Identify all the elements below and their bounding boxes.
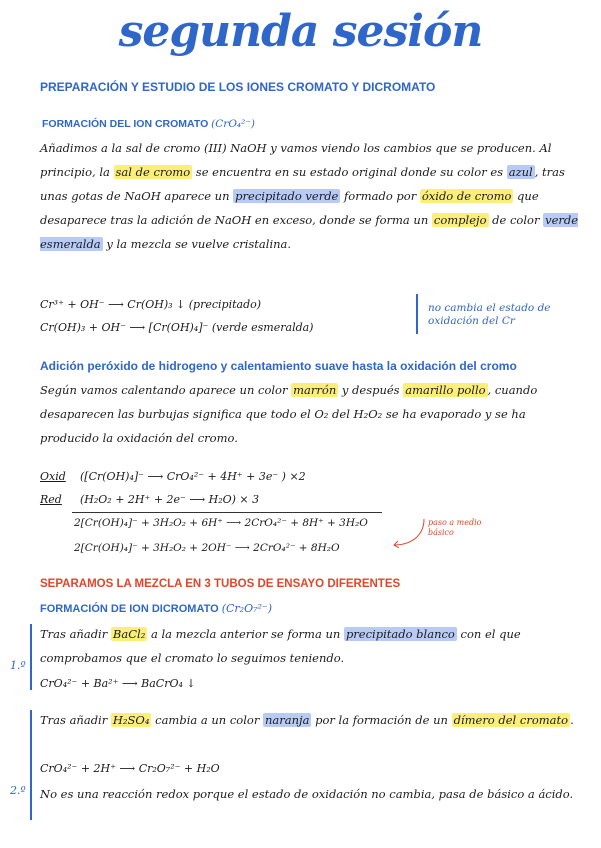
highlight: complejo: [433, 213, 487, 227]
highlight: naranja: [264, 713, 310, 727]
paragraph-tube2: Tras añadir H₂SO₄ cambia a un color naranja por la formación de un dímero del cromato .: [40, 713, 574, 727]
paragraph-redox-note: No es una reacción redox porque el estado de oxidación no cambia, pasa de básico a ácido.: [40, 787, 574, 801]
highlight: marrón: [293, 383, 337, 397]
subsection-heading: [40, 602, 272, 615]
highlight: dímero del cromato: [453, 713, 569, 727]
highlight: sal de cromo: [115, 165, 191, 179]
subsection-title: FORMACIÓN DEL ION CROMATO: [42, 118, 209, 130]
highlight: precipitado blanco: [345, 627, 455, 641]
oxid-label: Oxid: [40, 470, 66, 483]
section-heading: PREPARACIÓN Y ESTUDIO DE LOS IONES CROMATO Y DICROMATO: [40, 80, 436, 94]
highlight: precipitado verde: [235, 189, 339, 203]
subsection-formula: (CrO₄²⁻): [211, 118, 255, 130]
paragraph-oxidation: Según vamos calentando aparece un color marrón y después amarillo pollo , cuando desaparecen las burbujas significa que todo el O₂ del H₂O₂ se ha evaporado y se ha producido la oxidación del cromo.: [40, 383, 538, 445]
highlight: óxido de cromo: [421, 189, 512, 203]
section-heading: Adición peróxido de hidrogeno y calentamiento suave hasta la oxidación del cromo: [40, 359, 517, 373]
divider: [72, 512, 382, 513]
equation: Cr(OH)₃ + OH⁻ ⟶ [Cr(OH)₄]⁻ (verde esmeralda): [40, 321, 314, 334]
highlight: azul: [508, 165, 533, 179]
highlight: H₂SO₄: [112, 713, 150, 727]
subsection-heading: [42, 118, 255, 130]
equation: CrO₄²⁻ + 2H⁺ ⟶ Cr₂O₇²⁻ + H₂O: [40, 762, 220, 775]
arrow-icon: [388, 515, 428, 551]
equation: 2[Cr(OH)₄]⁻ + 3H₂O₂ + 6H⁺ ⟶ 2CrO₄²⁻ + 8H⁺ + 3H₂O: [74, 517, 368, 529]
brace: [30, 710, 32, 820]
item-number: 1.º: [10, 659, 26, 672]
brace: [30, 624, 32, 690]
margin-note: no cambia el estado de oxidación del Cr: [428, 302, 551, 327]
subsection-formula: (Cr₂O₇²⁻): [221, 602, 273, 615]
red-label: Red: [40, 493, 62, 506]
highlight: verde esmeralda: [40, 213, 579, 251]
page-title: segunda sesión: [118, 6, 483, 57]
margin-note: paso a medio básico: [428, 518, 482, 537]
subsection-title: FORMACIÓN DE ION DICROMATO: [40, 603, 219, 615]
equation: (H₂O₂ + 2H⁺ + 2e⁻ ⟶ H₂O) × 3: [80, 493, 260, 506]
equation: CrO₄²⁻ + Ba²⁺ ⟶ BaCrO₄ ↓: [40, 677, 196, 690]
equation: 2[Cr(OH)₄]⁻ + 3H₂O₂ + 2OH⁻ ⟶ 2CrO₄²⁻ + 8H₂O: [74, 542, 340, 554]
paragraph-chromate: Añadimos a la sal de cromo (III) NaOH y vamos viendo los cambios que se producen. Al principio, la sal de cromo se encuentra en su estado original donde su color es azul , tras unas gotas de NaOH aparece un precipitado verde formado por óxido de cromo que desaparece tras la adición de NaOH en exceso, donde se forma un complejo de color verde esmeralda y la mezcla se vuelve cristalina.: [40, 141, 579, 251]
equation: ([Cr(OH)₄]⁻ ⟶ CrO₄²⁻ + 4H⁺ + 3e⁻ ) ×2: [80, 470, 306, 483]
highlight: BaCl₂: [112, 627, 146, 641]
paragraph-tube1: Tras añadir BaCl₂ a la mezcla anterior se forma un precipitado blanco con el que comprobamos que el cromato lo seguimos teniendo.: [40, 627, 521, 665]
item-number: 2.º: [10, 784, 26, 797]
brace: [416, 294, 418, 334]
equation: Cr³⁺ + OH⁻ ⟶ Cr(OH)₃ ↓ (precipitado): [40, 298, 262, 311]
section-heading: SEPARAMOS LA MEZCLA EN 3 TUBOS DE ENSAYO DIFERENTES: [40, 578, 401, 590]
highlight: amarillo pollo: [405, 383, 486, 397]
